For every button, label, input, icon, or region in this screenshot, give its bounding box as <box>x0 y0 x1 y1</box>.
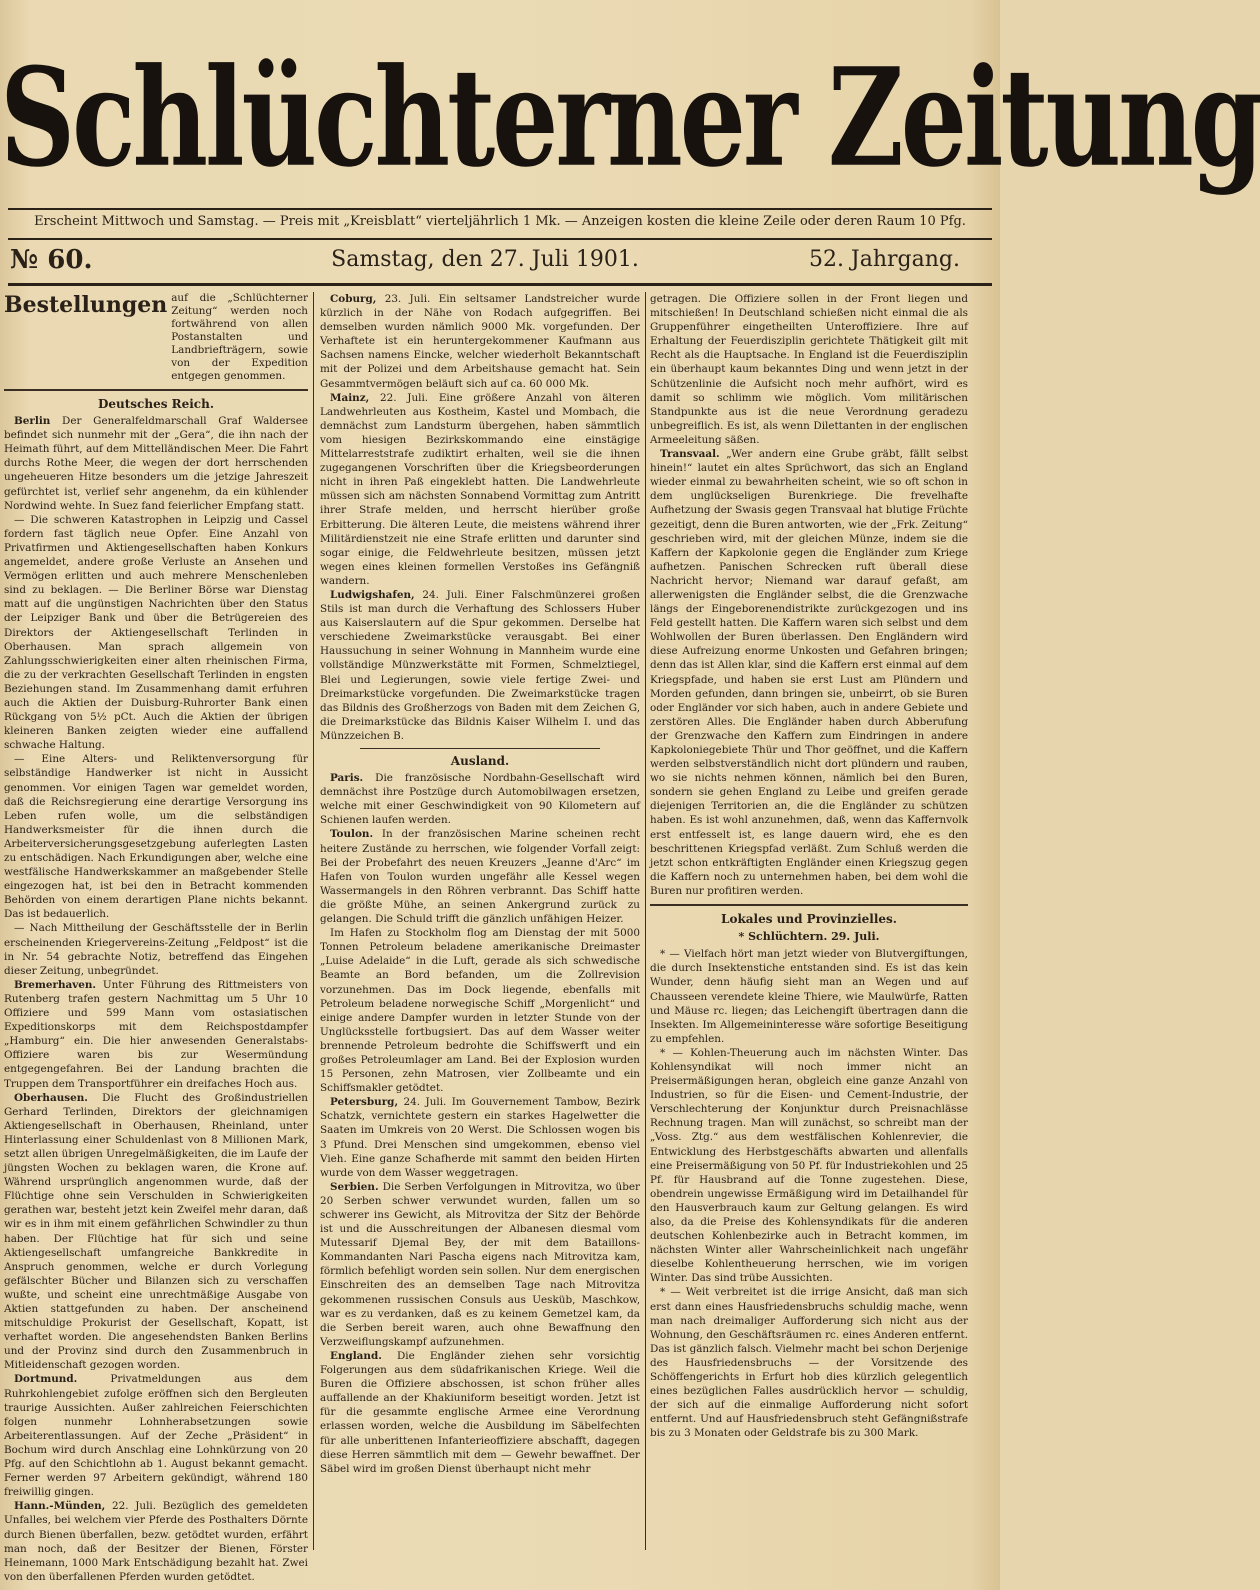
article-place: England. <box>330 1349 382 1362</box>
article <box>320 771 640 827</box>
issue-date: Samstag, den 27. Juli 1901. <box>331 247 639 272</box>
article <box>4 978 308 1091</box>
article <box>320 292 640 391</box>
article-text: Der Generalfeldmarschall Graf Waldersee befindet sich nunmehr mit der „Gera“, die ihn nach der Heimath führt, auf dem Mittelländischen Meer. Die Fahrt durchs Rothe Meer, die wegen der dort herrschenden ungeheueren Hitze besonders um die jetzige Jahreszeit gefürchtet ist, verlief sehr angenehm, da ein kühlender Nordwind wehte. In Suez fand feierlicher Empfang statt. <box>4 415 308 512</box>
article-text: 23. Juli. Ein seltsamer Landstreicher wurde kürzlich in der Nähe von Rodach aufgegriffen. Bei demselben wurden nämlich 9000 Mk. vorgefunden. Der Verhaftete ist ein heruntergekommener Kaufmann aus Sachsen namens Eincke, welcher wiederholt Bekanntschaft mit der Polizei und dem Arbeitshause gemacht hat. Sein Gesammtvermögen beläuft sich auf ca. 60 000 Mk. <box>320 293 640 390</box>
header-rule <box>8 283 992 286</box>
article-text: 24. Juli. Im Gouvernement Tambow, Bezirk Schatzk, vernichtete gestern ein starkes Hagelwetter die Saaten im Umkreis von 20 Werst. Die Schlossen wogen bis 3 Pfund. Drei Menschen sind umgekommen, ebenso viel Vieh. Eine ganze Schafherde mit sammt den beiden Hirten wurde von dem Wasser weggetragen. <box>320 1096 640 1179</box>
article <box>320 1095 640 1180</box>
article: — Eine Alters- und Reliktenversorgung für selbständige Handwerker ist nicht in Aussicht genommen. Vor einigen Tagen war gemeldet worden, daß die Reichsregierung eine derartige Versorgung ins Leben rufen wolle, um die selbständigen Handwerksmeister für die ihnen durch die Arbeiterversicherungsgesetzgebung auferlegten Lasten zu entschädigen. Nach Erkundigungen aber, welche eine westfälische Handwerkskammer an maßgebender Stelle eingezogen hat, ist bei den in Betracht kommenden Behörden von einem derartigen Plane nichts bekannt. Das ist bedauerlich. <box>4 753 308 921</box>
article <box>4 414 308 513</box>
article-text: Unter Führung des Rittmeisters von Rutenberg trafen gestern Nachmittag um 5 Uhr 10 Offiziere und 599 Mann vom ostasiatischen Expeditionskorps mit dem Reichspostdampfer „Hamburg“ ein. Die hier anwesenden Generalstabs-Offiziere waren bis zur Wesermündung entgegengefahren. Bei der Landung brachten die Truppen dem Transportführer ein dreifaches Hoch aus. <box>4 978 308 1090</box>
section-heading: Deutsches Reich. <box>97 397 215 411</box>
tagline: Erscheint Mittwoch und Samstag. — Preis mit „Kreisblatt“ vierteljährlich 1 Mk. — Anzeigen kosten die kleine Zeile oder deren Raum 10 Pfg. <box>34 214 966 229</box>
article: * — Vielfach hört man jetzt wieder von Blutvergiftungen, die durch Insektenstiche entstanden sind. Es ist das kein Wunder, denn häufig sieht man an Wegen und auf Chausseen verendete kleine Thiere, wie Maulwürfe, Ratten und Mäuse rc. liegen; das Leichengift übertragen dann die Insekten. Im Allgemeininteresse wäre sofortige Beseitigung zu empfehlen. <box>650 948 968 1045</box>
article-text: Privatmeldungen aus dem Ruhrkohlengebiet zufolge eröffnen sich den Bergleuten traurige Aussichten. Außer zahlreichen Feierschichten folgen nunmehr Lohnherabsetzungen sowie Arbeiterentlassungen. Auf der Zeche „Präsident“ in Bochum wird durch Anschlag eine Lohnkürzung von 20 Pfg. auf den Schichtlohn ab 1. August bekannt gemacht. Ferner werden 97 Arbeitern gekündigt, während 180 freiwillig gingen. <box>4 1373 308 1499</box>
section-heading: Ausland. <box>450 754 510 768</box>
article-place: Paris. <box>330 772 364 785</box>
article-place: Transvaal. <box>660 448 720 461</box>
article-text: In der französischen Marine scheinen recht heitere Zustände zu herrschen, wie folgender Vorfall zeigt: Bei der Probefahrt des neuen Kreuzers „Jeanne d'Arc“ im Hafen von Toulon wurden ungefähr alle Kessel wegen Wassermangels in den Röhren verbrannt. Das Schiff hatte die größte Mühe, an seinen Ankergrund zurück zu gelangen. Die Schuld trifft die gänzlich unfähigen Heizer. <box>320 828 640 926</box>
divider <box>650 904 968 906</box>
column-2 <box>320 292 640 1550</box>
divider <box>4 389 308 391</box>
subscription-text: auf die „Schlüchterner Zeitung“ werden noch fortwährend von allen Postanstalten und Landbriefträgern, sowie von der Expedition entgegen genommen. <box>171 292 308 382</box>
article: getragen. Die Offiziere sollen in der Front liegen und mitschießen! In Deutschland schießen nicht einmal die als Gruppenführer eingetheilten Unteroffiziere. Ihre auf Erhaltung der Feuerdisziplin gerichtete Thätigkeit gilt mit Recht als die Hauptsache. In England ist die Feuerdisziplin ein überhaupt kaum bekanntes Ding und wenn jetzt in der Schützenlinie die Aufsicht noch mehr aufhört, wird es damit so schlimm wie möglich. Vom militärischen Standpunkte aus ist die neue Verordnung geradezu unbegreiflich. Es ist, als wenn Dilettanten in der englischen Armeeleitung säßen. <box>650 293 968 446</box>
article <box>320 1349 640 1476</box>
column-divider <box>313 292 314 1550</box>
masthead-rule <box>8 208 992 210</box>
column-1 <box>4 292 308 1583</box>
column-3 <box>650 292 968 1550</box>
article-place: Coburg, <box>330 293 377 305</box>
issue-line <box>10 245 960 281</box>
article-text: Die französische Nordbahn-Gesellschaft wird demnächst ihre Postzüge durch Automobilwagen ersetzen, welche mit einer Geschwindigkeit von 90 Kilometern auf Schienen laufen werden. <box>320 772 640 827</box>
article-place: Bremerhaven. <box>14 978 97 991</box>
article-place: Berlin <box>14 415 51 428</box>
article: * — Weit verbreitet ist die irrige Ansicht, daß man sich erst dann eines Hausfriedensbruchs schuldig mache, wenn man nach dreimaliger Aufforderung sich nicht aus der Wohnung, den Geschäftsräumen rc. eines Anderen entfernt. Das ist gänzlich falsch. Vielmehr macht bei schon Derjenige des Hausfriedensbruchs — der Vorsitzende des Schöffengerichts in Erfurt hob dies kürzlich gelegentlich eines bezüglichen Falles ausdrücklich hervor — schuldig, der sich auf die einmalige Aufforderung nicht sofort entfernt. Und auf Hausfriedensbruch steht Gefängnißstrafe bis zu 3 Monaten oder Geldstrafe bis zu 300 Mark. <box>650 1286 968 1440</box>
article <box>320 391 640 588</box>
article <box>4 1499 308 1584</box>
article <box>320 1180 640 1349</box>
article-text: Die Engländer ziehen sehr vorsichtig Folgerungen aus dem südafrikanischen Kriege. Weil die Buren die Offiziere abschossen, ist schon früher alles auffallende an der Khakiuniform beseitigt worden. Jetzt ist für die gesammte englische Armee eine Verordnung erlassen worden, welche die Ausbildung im Säbelfechten für alle unberittenen Infanterieoffiziere abschafft, dagegen diese Herren sämmtlich mit dem — Gewehr bewaffnet. Der Säbel wird im großen Dienst überhaupt nicht mehr <box>320 1349 640 1475</box>
article-text: Die Flucht des Großindustriellen Gerhard Terlinden, Direktors der gleichnamigen Aktiengesellschaft in Oberhausen, Rheinland, unter Hinterlassung einer Schuldenlast von 8 Millionen Mark, setzt allen übrigen Unregelmäßigkeiten, die im Laufe der jüngsten Wochen zu beklagen waren, die Krone auf. Während ursprünglich angenommen wurde, daß der Flüchtige ohne sein Verschulden in Schwierigkeiten gerathen war, besteht jetzt kein Zweifel mehr daran, daß wir es in ihm mit einem gefährlichen Schwindler zu thun haben. Der Flüchtige hat für sich und seine Aktiengesellschaft umfangreiche Bankkredite in Anspruch genommen, welche er durch Vorlegung gefälschter Bücher und Bilanzen sich zu verschaffen wußte, und scheint eine unrechtmäßige Ausgabe von Aktien stattgefunden zu haben. Der anscheinend mitschuldige Prokurist der Gesellschaft, Kopatt, ist verhaftet worden. Die angesehendsten Banken Berlins und der Provinz sind durch den Zusammenbruch in Mitleidenschaft gezogen worden. <box>4 1091 308 1372</box>
subscription-heading: Bestellungen <box>4 292 168 318</box>
issue-volume: 52. Jahrgang. <box>808 247 960 272</box>
article: * — Kohlen-Theuerung auch im nächsten Winter. Das Kohlensyndikat will noch immer nicht an Preisermäßigungen heran, obgleich eine ganze Anzahl von Industrien, so für die Eisen- und Cement-Industrie, der Verschlechterung der Konjunktur durch Preisnachlässe Rechnung tragen. Man will zunächst, so schreibt man der „Voss. Ztg.“ aus dem westfälischen Kohlenrevier, die Entwicklung des Herbstgeschäfts abwarten und allenfalls eine Preisermäßigung von 50 Pf. für Industriekohlen und 25 Pf. für Hausbrand auf die Tonne zugestehen. Diese, obendrein ungewisse Ermäßigung wird im Detailhandel für den Hausverbrauch kaum zur Geltung gelangen. Es wird also, da die Preise des Kohlensyndikats für die anderen deutschen Kohlenbezirke auch in Betracht kommen, im nächsten Winter aller Wahrscheinlichkeit nach ungefähr dieselbe Kohlentheuerung herrschen, wie im vorigen Winter. Das sind trübe Aussichten. <box>650 1046 968 1285</box>
divider <box>360 748 600 749</box>
article-text: Die Serben Verfolgungen in Mitrovitza, wo über 20 Serben schwer verwundet wurden, fallen um so schwerer ins Gewicht, als Mitrovitza der Sitz der Behörde ist und die Ausschreitungen der Albanesen diesmal vom Mutessarif Djemal Bey, der mit dem Bataillons-Kommandanten Nari Pascha eigens nach Mitrovitza kam, förmlich befehligt worden sein sollen. Nur dem energischen Einschreiten des an demselben Tage nach Mitrovitza gekommenen russischen Consuls aus Uesküb, Maschkow, war es zu verdanken, daß es zu keinem Gemetzel kam, da die Serben bereit waren, auch ohne Bewaffnung den Verzweiflungskampf aufzunehmen. <box>320 1180 640 1348</box>
section-heading: Lokales und Provinzielles. <box>721 912 897 927</box>
article <box>4 1372 308 1499</box>
article: Im Hafen zu Stockholm flog am Dienstag der mit 5000 Tonnen Petroleum beladene amerikanische Dreimaster „Luise Adelaide“ in die Luft, gerade als sich schwedische Beamte an Bord befanden, um die Zollrevision vorzunehmen. Das im Dock liegende, ebenfalls mit Petroleum beladene norwegische Schiff „Morgenlicht“ und einige andere Dampfer wurden in letzter Stunde von der Unglücksstelle fortbugsiert. Das auf dem Wasser weiter brennende Petroleum bedrohte die Schiffswerft und ein großes Petroleumlager am Land. Bei der Explosion wurden 15 Personen, zehn Matrosen, vier Zollbeamte und ein Schiffsmakler getödtet. <box>320 927 640 1095</box>
article: — Die schweren Katastrophen in Leipzig und Cassel fordern fast täglich neue Opfer. Eine Anzahl von Privatfirmen und Aktiengesellschaften haben Konkurs angemeldet, andere große Verluste an Ansehen und Vermögen erlitten und auch mehrere Menschenleben sind zu beklagen. — Die Berliner Börse war Dienstag matt auf die ungünstigen Nachrichten über den Status der Leipziger Bank und über die Betrügereien des Direktors der Aktiengesellschaft Terlinden in Oberhausen. Man sprach allgemein von Zahlungsschwierigkeiten einer alten rheinischen Firma, die zu der verkrachten Gesellschaft Terlinden in engsten Beziehungen stand. Im Zusammenhang damit erfuhren auch die Aktien der Duisburg-Ruhrorter Bank einen Rückgang von 5½ pCt. Auch die Aktien der übrigen kleineren Banken zeigten wieder eine auffallend schwache Haltung. <box>4 513 308 752</box>
article-place: Ludwigshafen, <box>330 588 415 601</box>
article-place: Dortmund. <box>14 1373 78 1386</box>
article-text: 22. Juli. Bezüglich des gemeldeten Unfalles, bei welchem vier Pferde des Posthalters Dörnte durch Bienen überfallen, bezw. getödtet wurden, erfährt man noch, daß der Besitzer der Bienen, Förster Heinemann, 1000 Mark Entschädigung bezahlt hat. Zwei von den überfallenen Pferden wurden getödtet. <box>4 1500 308 1583</box>
column-divider <box>645 292 646 1550</box>
tagline-rule <box>8 238 992 240</box>
article-text: 24. Juli. Einer Falschmünzerei großen Stils ist man durch die Verhaftung des Schlossers Huber aus Kaiserslautern auf die Spur gekommen. Derselbe hat verschiedene Zweimarkstücke verausgabt. Bei einer Haussuchung in seiner Wohnung in Mannheim wurde eine vollständige Münzwerkstätte mit Formen, Schmelztiegel, Blei und Legierungen, sowie viele fertige Zwei- und Dreimarkstücke vorgefunden. Die Zweimarkstücke tragen das Bildnis des Großherzogs von Baden mit dem Zeichen G, die Dreimarkstücke das Bildnis Kaiser Wilhelm I. und das Münzzeichen B. <box>320 588 640 742</box>
article <box>320 827 640 926</box>
article-text: „Wer andern eine Grube gräbt, fällt selbst hinein!“ lautet ein altes Sprüchwort, das sich an England wieder einmal zu bewahrheiten scheint, wie so oft schon in dem unglückseligen Burenkriege. Die frevelhafte Aufhetzung der Swasis gegen Transvaal hat blutige Früchte gezeitigt, denn die Buren antworten, wie der „Frk. Zeitung“ geschrieben wird, mit der gleichen Münze, indem sie die Kaffern der Kapkolonie gegen die Engländer zum Kriege aufhetzen. Panischen Schrecken ruft überall diese Nachricht hervor; Niemand war darauf gefaßt, am allerwenigsten die Engländer selbst, die die Grenzwache längs der Eingeborenendistrikte zurückgezogen und ins Feld gestellt hatten. Die Kaffern waren sich selbst und dem Wohlwollen der Buren überlassen. Den Engländern wird diese Aufreizung enorme Unkosten und Gefahren bringen; denn das ist Allen klar, sind die Kaffern erst einmal auf dem Kriegspfade, und haben sie erst Lust am Plündern und Morden gefunden, dann bringen sie, unbeirrt, ob sie Buren oder Engländer vor sich haben, auch in andere Gebiete und zerstören Alles. Die Engländer haben durch Abberufung der Grenzwache den Kaffern zum Eindringen in andere Kapkoloniegebiete Thür und Thor geöffnet, und die Kaffern werden selbstverständlich nicht dort plündern und rauben, wo sie nichts nehmen können, nämlich bei den Buren, sondern sie gehen England zu Leibe und greifen gerade diejenigen Territorien an, die die Engländer zu schützen haben. Es ist wohl anzunehmen, daß, wenn das Kaffernvolk erst entfesselt ist, es lange dauern wird, ehe es den beschrittenen Kriegspfad verläßt. Zum Schluß werden die jetzt schon entkräftigten Engländer einen Kriegszug gegen die Kaffern noch zu unternehmen haben, bei dem wohl die Buren nur profitiren werden. <box>650 448 969 897</box>
article <box>4 1091 308 1373</box>
article: — Nach Mittheilung der Geschäftsstelle der in Berlin erscheinenden Kriegervereins-Zeitung „Feldpost“ ist die in Nr. 54 gebrachte Notiz, betreffend das Eingehen dieser Zeitung, unbegründet. <box>4 922 308 977</box>
article-place: Serbien. <box>330 1180 379 1193</box>
article-place: Mainz, <box>330 391 370 404</box>
dateline: * Schlüchtern. 29. Juli. <box>738 930 880 944</box>
article-text: 22. Juli. Eine größere Anzahl von älteren Landwehrleuten aus Kostheim, Kastel und Mombach, die demnächst zum Landsturm übergehen, haben sämmtlich vom hiesigen Bezirkskommando eine einstägige Mittelarreststrafe zudiktirt erhalten, weil sie die ihnen zugegangenen Vorschriften über die Kriegsbeorderungen nicht in ihren Paß eingeklebt hatten. Die Landwehrleute müssen sich am nächsten Sonnabend Vormittag zum Antritt ihrer Strafe melden, und herrscht hierüber große Erbitterung. Die älteren Leute, die meistens während ihrer Militärdienstzeit nie eine Strafe erlitten und darunter sind sogar einige, die Feldwehrleute besitzen, müssen jetzt wegen eines kleinen formellen Verstoßes ins Gefängniß wandern. <box>320 391 640 587</box>
masthead-title: Schlüchterner Zeitung <box>0 37 1260 198</box>
article-place: Hann.-Münden, <box>14 1500 106 1513</box>
article <box>650 447 968 898</box>
article-place: Petersburg, <box>330 1096 399 1109</box>
subscription-notice <box>4 292 308 383</box>
article-place: Oberhausen. <box>14 1091 88 1104</box>
article <box>320 588 640 743</box>
article-place: Toulon. <box>330 828 374 841</box>
issue-number: № 60. <box>10 245 93 275</box>
